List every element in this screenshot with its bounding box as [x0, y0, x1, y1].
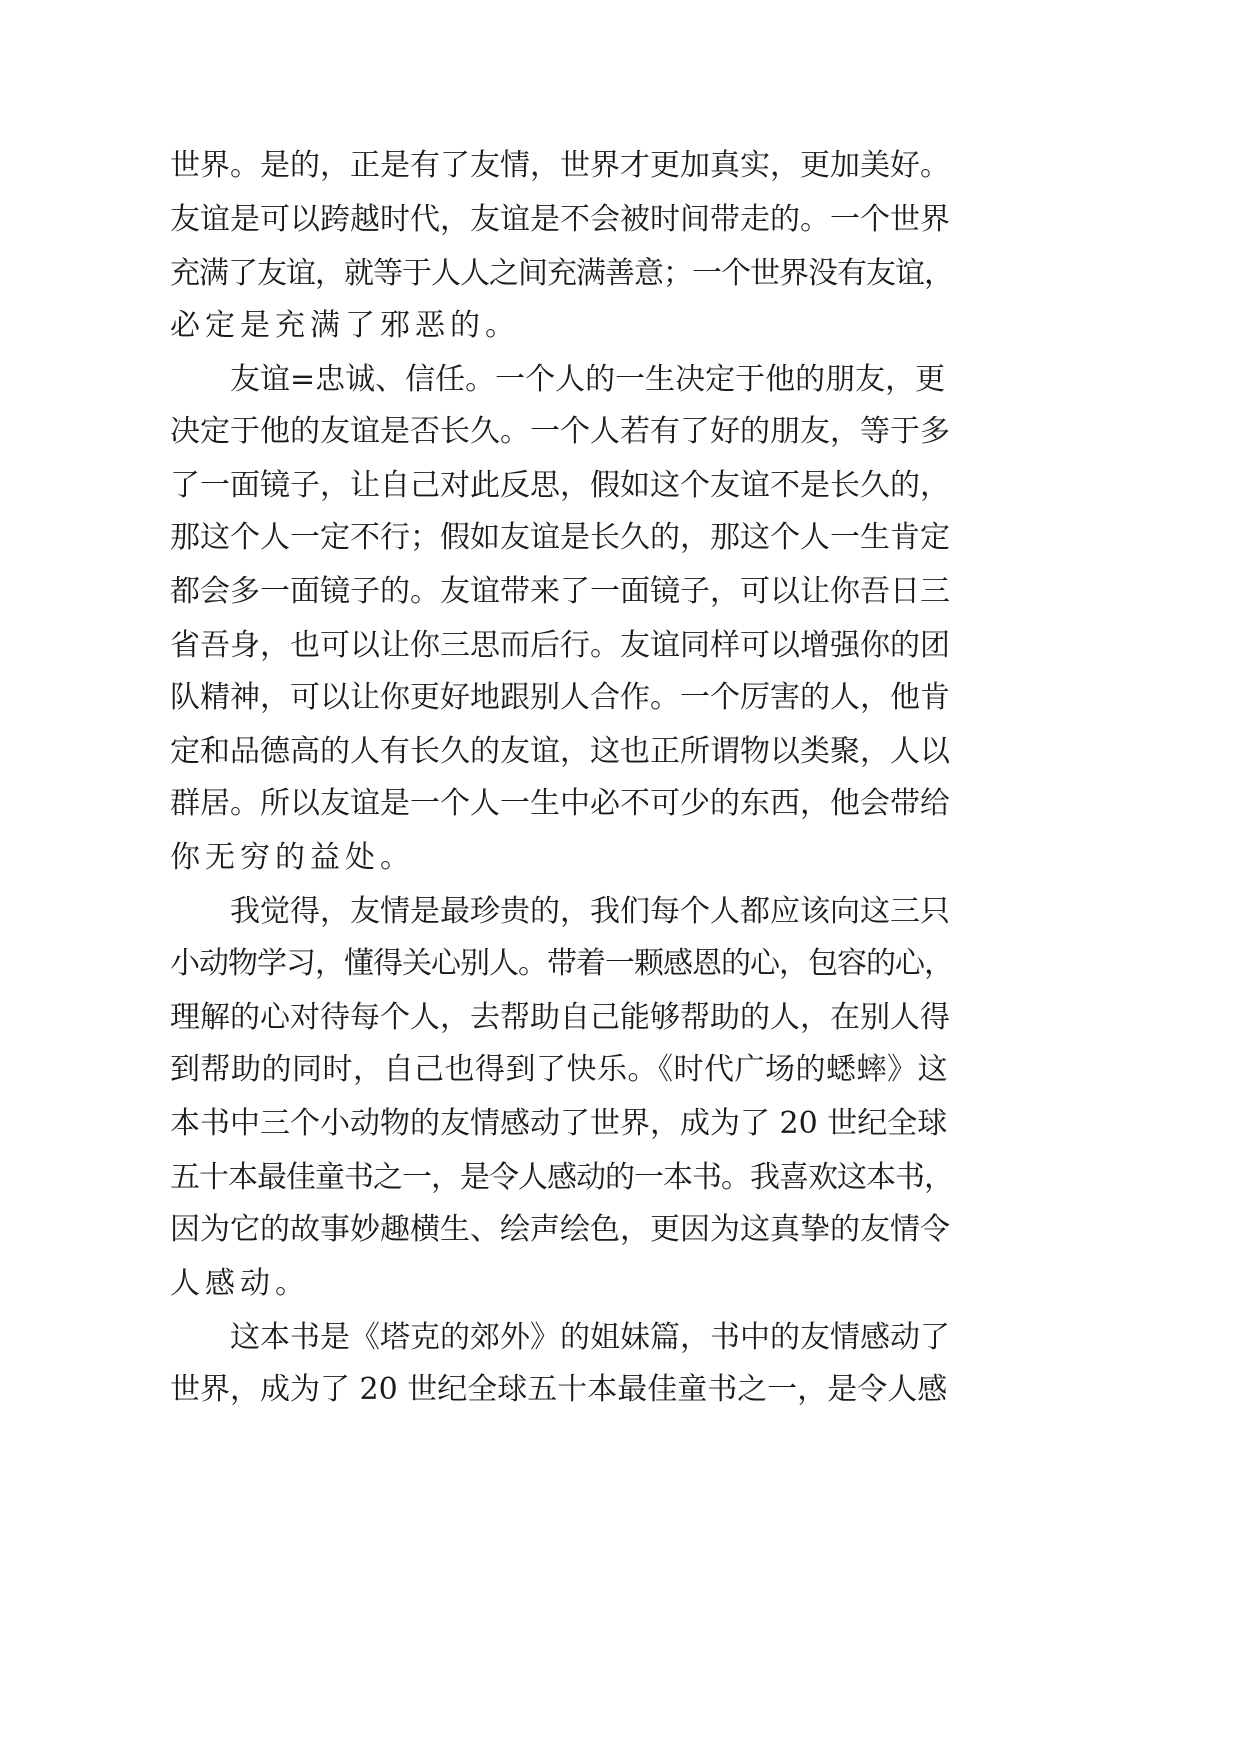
- text-line: 友谊是可以跨越时代，友谊是不会被时间带走的。一个世界: [170, 202, 950, 237]
- text-line: 定和品德高的人有长久的友谊，这也正所谓物以类聚，人以: [170, 734, 950, 769]
- text-line: 群居。所以友谊是一个人一生中必不可少的东西，他会带给: [170, 786, 950, 821]
- text-line: 必定是充满了邪恶的。: [170, 308, 520, 343]
- text-line: 因为它的故事妙趣横生、绘声绘色，更因为这真挚的友情令: [170, 1212, 950, 1247]
- text-line: 到帮助的同时，自己也得到了快乐。《时代广场的蟋蟀》这: [170, 1052, 948, 1087]
- text-line: 了一面镜子，让自己对此反思，假如这个友谊不是长久的，: [170, 468, 950, 503]
- text-line: 决定于他的友谊是否长久。一个人若有了好的朋友，等于多: [170, 414, 950, 449]
- text-line: 世界。是的，正是有了友情，世界才更加真实，更加美好。: [170, 148, 950, 183]
- text-line: 那这个人一定不行；假如友谊是长久的，那这个人一生肯定: [170, 520, 950, 555]
- text-line: 省吾身，也可以让你三思而后行。友谊同样可以增强你的团: [170, 628, 950, 663]
- text-line: 人感动。: [170, 1266, 310, 1301]
- text-line: 充满了友谊，就等于人人之间充满善意；一个世界没有友谊，: [170, 256, 953, 291]
- text-line: 都会多一面镜子的。友谊带来了一面镜子，可以让你吾日三: [170, 574, 950, 609]
- text-line: 理解的心对待每个人，去帮助自己能够帮助的人，在别人得: [170, 1000, 950, 1035]
- text-line: 本书中三个小动物的友情感动了世界，成为了 20 世纪全球: [170, 1106, 948, 1141]
- text-line: 世界，成为了 20 世纪全球五十本最佳童书之一，是令人感: [170, 1372, 948, 1407]
- text-line: 你无穷的益处。: [170, 840, 415, 875]
- text-line: 我觉得，友情是最珍贵的，我们每个人都应该向这三只: [230, 894, 950, 929]
- text-line: 小动物学习，懂得关心别人。带着一颗感恩的心，包容的心，: [170, 946, 953, 981]
- text-line: 五十本最佳童书之一，是令人感动的一本书。我喜欢这本书，: [170, 1160, 953, 1195]
- text-line: 这本书是《塔克的郊外》的姐妹篇，书中的友情感动了: [230, 1320, 950, 1355]
- text-line: 队精神，可以让你更好地跟别人合作。一个厉害的人，他肯: [170, 680, 950, 715]
- text-line: 友谊=忠诚、信任。一个人的一生决定于他的朋友，更: [230, 362, 946, 397]
